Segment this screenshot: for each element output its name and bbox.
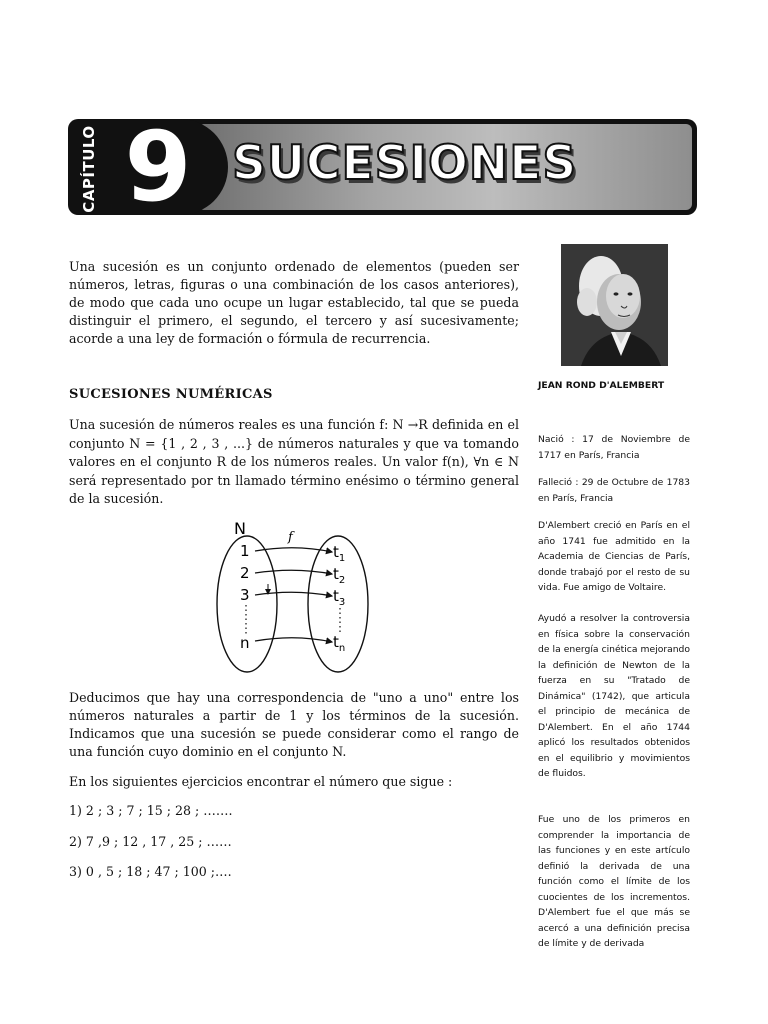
chapter-title: SUCESIONES — [232, 136, 578, 191]
domain-element: n — [240, 634, 250, 652]
exercise-instruction: En los siguientes ejercicios encontrar el número que sigue : — [69, 774, 453, 789]
biography-paragraph: Ayudó a resolver la controversia en física sobre la conservación de la energía cinética mejorando la definición de Newton de la fuerza en su "Tratado de Dinámica" (1742), que articula el principio de mecánica de D'Alembert. En el año 1744 aplicó los resultados obtenidos en el equilibrio y movimientos de fluidos. — [538, 613, 690, 779]
exercise-item: 3) 0 , 5 ; 18 ; 47 ; 100 ;…. — [69, 864, 232, 879]
exercise-item: 1) 2 ; 3 ; 7 ; 15 ; 28 ; ……. — [69, 803, 233, 818]
codomain-element: $t_1$ — [333, 543, 346, 564]
mapping-diagram — [200, 512, 380, 682]
correspondence-paragraph: Deducimos que hay una correspondencia de "uno a uno" entre los números naturales a partir de 1 y los términos de la sucesión. Indicamos que una sucesión se puede considerar como el rango de una función cuyo dominio en el conjunto N. — [69, 690, 519, 759]
section-title: SUCESIONES NUMÉRICAS — [69, 387, 273, 402]
domain-element: 3 — [240, 586, 250, 604]
codomain-element: $t_2$ — [333, 565, 346, 586]
portrait-image — [561, 244, 668, 366]
chapter-number: 9 — [124, 111, 192, 223]
birth-info: Nació : 17 de Noviembre de 1717 en París, Francia — [538, 434, 690, 461]
exercise-item: 2) 7 ,9 ; 12 , 17 , 25 ; …… — [69, 834, 232, 849]
death-info: Falleció : 29 de Octubre de 1783 en París, Francia — [538, 477, 690, 504]
biography-paragraph: Fue uno de los primeros en comprender la importancia de las funciones y en este artículo definió la derivada de una función como el límite de los cuocientes de los incrementos. D'Alembert fue el que más se acercó a una definición precisa de límite y de derivada — [538, 814, 690, 949]
domain-label: N — [234, 519, 246, 538]
domain-element: 1 — [240, 542, 250, 560]
biography-paragraph: D'Alembert creció en París en el año 1741 fue admitido en la Academia de Ciencias de París, donde trabajó por el resto de su vida. Fue amigo de Voltaire. — [538, 520, 690, 593]
mapping-arrow — [255, 592, 332, 596]
function-label: f — [288, 530, 293, 545]
intro-paragraph: Una sucesión es un conjunto ordenado de elementos (pueden ser números, letras, figuras o una combinación de los casos anteriores), de modo que cada uno ocupe un lugar establecido, tal que se pueda distinguir el primero, el segundo, el tercero y así sucesivamente; acorde a una ley de formación o fórmula de recurrencia. — [69, 259, 519, 346]
domain-element: 2 — [240, 564, 250, 582]
codomain-element: $t_n$ — [333, 633, 346, 654]
codomain-element: $t_3$ — [333, 587, 346, 608]
mapping-arrow — [255, 638, 332, 642]
portrait-caption: JEAN ROND D'ALEMBERT — [538, 380, 665, 391]
mapping-arrow — [255, 570, 332, 574]
definition-paragraph: Una sucesión de números reales es una función f: N →R definida en el conjunto N = {1 , 2 , 3 , ...} de números naturales y que va tomando valores en el conjunto R de los números reales. Un valor f(n), ∀n ∈ N será representado por tn llamado término enésimo o término general de la sucesión. — [69, 417, 519, 506]
